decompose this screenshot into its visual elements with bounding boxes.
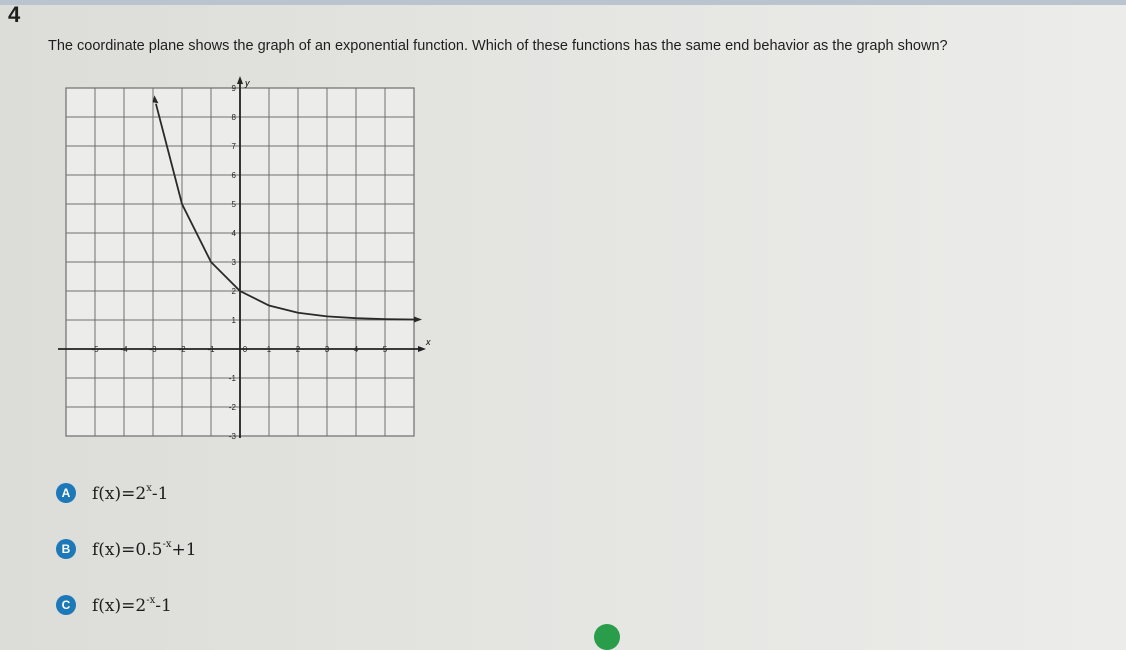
choice-b[interactable] bbox=[56, 536, 197, 562]
y-tick-label: 3 bbox=[231, 258, 236, 267]
x-tick-label: -2 bbox=[178, 345, 186, 354]
choice-a-formula: $f(x)=2^x-1$ bbox=[92, 482, 169, 504]
y-axis-arrow bbox=[237, 76, 243, 84]
y-tick-label: 6 bbox=[231, 171, 236, 180]
question-number: 4 bbox=[8, 2, 21, 27]
y-tick-label: -1 bbox=[228, 374, 236, 383]
x-tick-label: 4 bbox=[353, 345, 359, 354]
y-axis-label: y bbox=[245, 78, 250, 88]
y-tick-label: 1 bbox=[231, 316, 236, 325]
y-tick-label: 7 bbox=[231, 142, 236, 151]
x-tick-label: -5 bbox=[91, 345, 99, 354]
choice-c[interactable] bbox=[56, 592, 172, 618]
top-bar bbox=[0, 0, 1126, 5]
y-tick-label: 9 bbox=[231, 84, 236, 93]
status-dot bbox=[594, 624, 620, 650]
x-tick-label: -1 bbox=[207, 345, 215, 354]
y-tick-label: -2 bbox=[228, 403, 236, 412]
choice-c-formula: $f(x)=2^{-x}-1$ bbox=[92, 594, 172, 616]
x-axis-label: x bbox=[426, 337, 431, 347]
x-tick-label: 2 bbox=[295, 345, 301, 354]
x-tick-label: 0 bbox=[242, 345, 248, 354]
x-tick-label: 3 bbox=[324, 345, 330, 354]
y-tick-label: 2 bbox=[231, 287, 236, 296]
y-tick-label: 8 bbox=[231, 113, 236, 122]
x-tick-label: 1 bbox=[266, 345, 272, 354]
choice-b-formula: $f(x)=0.5^{-x}+1$ bbox=[92, 538, 197, 560]
curve-arrow-right bbox=[414, 317, 422, 323]
y-tick-label: -3 bbox=[228, 432, 236, 441]
y-tick-label: 5 bbox=[231, 200, 236, 209]
x-tick-label: -3 bbox=[149, 345, 157, 354]
choice-a-badge: A bbox=[56, 483, 76, 503]
choice-b-badge: B bbox=[56, 539, 76, 559]
question-prompt: The coordinate plane shows the graph of an exponential function. Which of these functions has the same end behavior as the graph shown? bbox=[48, 38, 948, 54]
choice-a[interactable] bbox=[56, 480, 168, 506]
x-axis-arrow bbox=[418, 346, 426, 352]
x-tick-label: -4 bbox=[120, 345, 128, 354]
x-tick-label: 5 bbox=[382, 345, 388, 354]
y-tick-label: 4 bbox=[231, 229, 236, 238]
coordinate-plane-graph bbox=[46, 76, 431, 444]
choice-c-badge: C bbox=[56, 595, 76, 615]
